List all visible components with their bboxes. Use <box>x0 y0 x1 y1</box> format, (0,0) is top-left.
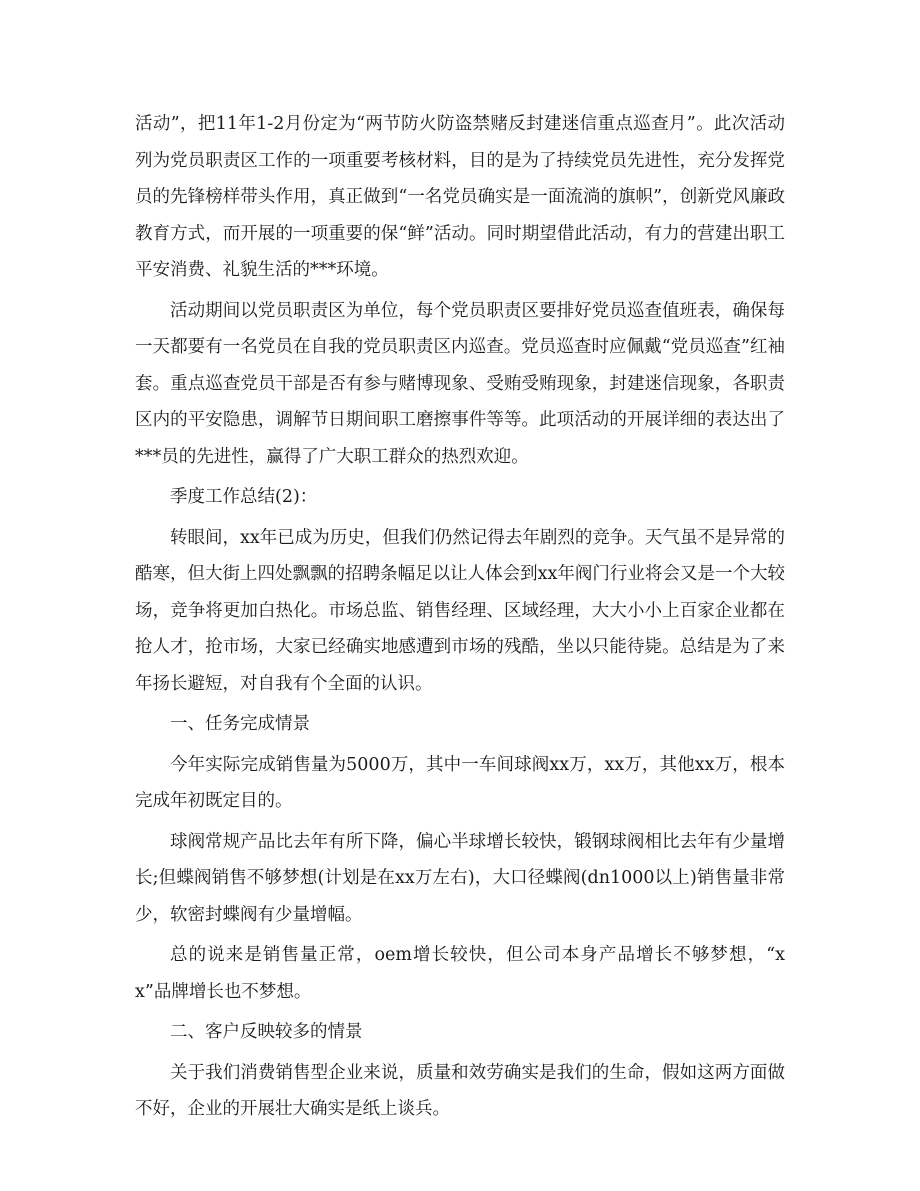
paragraph-6: 总的说来是销售量正常，oem增长较快，但公司本身产品增长不够梦想，“xx”品牌增长也不梦想。 <box>135 945 785 1002</box>
section-heading-task-completion: 一、任务完成情景 <box>170 714 310 734</box>
section-heading-summary-2: 季度工作总结(2)： <box>170 487 318 507</box>
paragraph-2: 活动期间以党员职责区为单位，每个党员职责区要排好党员巡查值班表，确保每一天都要有一名党员在自我的党员职责区内巡查。党员巡查时应佩戴“党员巡查”红袖套。重点巡查党员干部是否有参与赌博现象、受贿受贿现象，封建迷信现象，各职责区内的平安隐患，调解节日期间职工磨擦事件等等。此项活动的开展详细的表达出了***员的先进性，赢得了广大职工群众的热烈欢迎。 <box>135 300 785 467</box>
paragraph-4: 今年实际完成销售量为5000万，其中一车间球阀xx万，xx万，其他xx万，根本完成年初既定目的。 <box>135 754 785 811</box>
paragraph-5: 球阀常规产品比去年有所下降，偏心半球增长较快，锻钢球阀相比去年有少量增长;但蝶阀销售不够梦想(计划是在xx万左右)，大口径蝶阀(dn1000以上)销售量非常少，软密封蝶阀有少量增幅。 <box>135 831 785 925</box>
document-body <box>135 106 785 1132</box>
section-heading-customer-feedback: 二、客户反映较多的情景 <box>170 1022 363 1042</box>
paragraph-7: 关于我们消费销售型企业来说，质量和效劳确实是我们的生命，假如这两方面做不好，企业的开展壮大确实是纸上谈兵。 <box>135 1062 785 1119</box>
paragraph-3: 转眼间，xx年已成为历史，但我们仍然记得去年剧烈的竞争。天气虽不是异常的酷寒，但大街上四处飘飘的招聘条幅足以让人体会到xx年阀门行业将会又是一个大较场，竞争将更加白热化。市场总监、销售经理、区域经理，大大小小上百家企业都在抢人才，抢市场，大家已经确实地感遭到市场的残酷，坐以只能待毙。总结是为了来年扬长避短，对自我有个全面的认识。 <box>135 527 785 694</box>
paragraph-1: 活动”，把11年1-2月份定为“两节防火防盗禁赌反封建迷信重点巡查月”。此次活动列为党员职责区工作的一项重要考核材料，目的是为了持续党员先进性，充分发挥党员的先锋榜样带头作用，真正做到“一名党员确实是一面流淌的旗帜”，创新党风廉政教育方式，而开展的一项重要的保“鲜”活动。同时期望借此活动，有力的营建出职工平安消费、礼貌生活的***环境。 <box>135 114 785 280</box>
